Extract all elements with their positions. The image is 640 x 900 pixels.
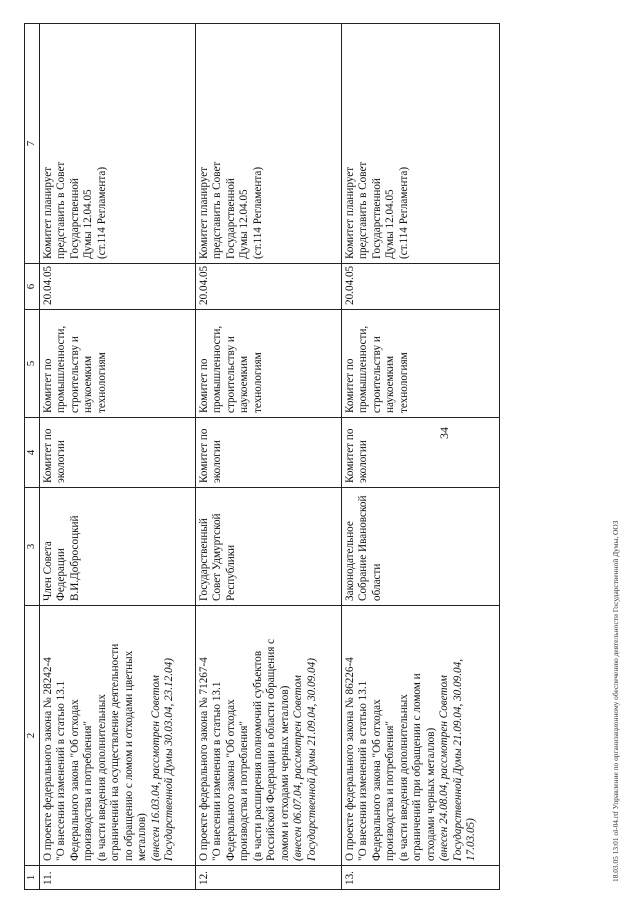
bill-title-cell: [342, 606, 500, 866]
bill-author: Законодательное Собрание Ивановской области: [344, 495, 383, 601]
co-executor-committee: Комитет по промышленности, строительству и наукоемким технологиям: [42, 325, 108, 413]
column-header: 3: [25, 488, 40, 606]
table-row: [196, 24, 342, 890]
page-number: 34: [437, 427, 451, 439]
bill-title: О проекте федерального закона № 86226-4 "О внесении изменений в статью 13.1 Федерального закона "Об отходах производства и потребления" (в части введения дополнительных ограничений при обращении с ломом и отходами черных металлов): [344, 657, 437, 861]
column-header: 6: [25, 264, 40, 310]
column-header: 7: [25, 24, 40, 264]
plan-note: Комитет планирует представить в Совет Государственной Думы 12.04.05 (ст.114 Регламента): [198, 161, 264, 259]
bill-note: (внесен 24.08.04, рассмотрен Советом Государственной Думы 21.09.04, 30.09.04, 17.03.05): [438, 658, 477, 861]
bill-title: О проекте федерального закона № 28242-4 "О внесении изменений в статью 13.1 Федерального закона "Об отходах производства и потребления" (в части введения дополнительных ограничений на осуществление деятельности по обращению с ломом и отходами цветных металлов): [42, 643, 149, 861]
bill-note: (внесен 06.07.04, рассмотрен Советом Государственной Думы 21.09.04, 30.09.04): [292, 658, 318, 861]
column-header: 5: [25, 310, 40, 418]
date-cell: 20.04.05: [196, 264, 342, 310]
responsible-committee: Комитет по экологии: [344, 428, 370, 483]
bill-title-cell: [196, 606, 342, 866]
date-cell: 20.04.05: [342, 264, 500, 310]
table-row: [342, 24, 500, 890]
row-number: 13.: [342, 866, 500, 890]
column-header: 2: [25, 606, 40, 866]
bill-note: (внесен 16.03.04, рассмотрен Советом Государственной Думы 30.03.04, 23.12.04): [149, 658, 175, 861]
table-header-row: [25, 24, 40, 890]
co-executor-committee: Комитет по промышленности, строительству и наукоемким технологиям: [198, 325, 264, 413]
responsible-committee: Комитет по экологии: [198, 428, 224, 483]
plan-note: Комитет планирует представить в Совет Государственной Думы 12.04.05 (ст.114 Регламента): [344, 161, 410, 259]
row-number: 11.: [40, 866, 196, 890]
bill-author: Государственный Совет Удмуртской Республики: [198, 513, 237, 601]
row-number: 12.: [196, 866, 342, 890]
bill-author: Член Совета Федерации В.И.Добросоцкий: [42, 515, 81, 601]
table-row: [40, 24, 196, 890]
responsible-committee: Комитет по экологии: [42, 428, 68, 483]
page-footer: 18.03.05 13:01 ol-04.rtf Управление по организационному обеспечению деятельности Государственной Думы, ООЗ: [611, 520, 620, 882]
legislation-table: [24, 23, 500, 890]
plan-note: Комитет планирует представить в Совет Государственной Думы 12.04.05 (ст.114 Регламента): [42, 161, 108, 259]
column-header: 4: [25, 418, 40, 488]
bill-title: О проекте федерального закона № 71267-4 "О внесении изменения в статью 13.1 Федерального закона "Об отходах производства и потребления" (в части расширения полномочий субъектов Российской Федерации в области обращения с ломом и отходами черных металлов): [198, 638, 291, 861]
date-cell: 20.04.05: [40, 264, 196, 310]
co-executor-committee: Комитет по промышленности, строительству и наукоемким технологиям: [344, 325, 410, 413]
bill-title-cell: [40, 606, 196, 866]
column-header: 1: [25, 866, 40, 890]
